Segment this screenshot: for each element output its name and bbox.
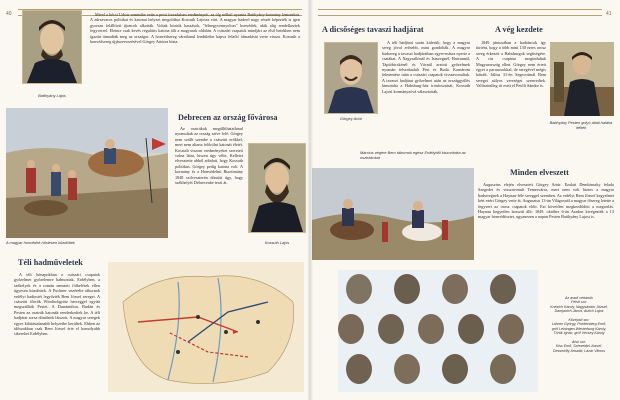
gorgey-portrait xyxy=(324,42,378,114)
gorgey-caption: Görgey Artúr xyxy=(339,116,363,121)
arrest-caption: Batthyány Pesten golyó általi halálra ítélték xyxy=(549,120,613,130)
page-number: 40 xyxy=(6,11,12,17)
march-caption: Március végére Bem tábornok egész Erdélyből kiszorította az osztrákokat xyxy=(360,150,466,160)
martyr-portrait xyxy=(394,274,420,304)
campaign-map xyxy=(108,262,304,392)
martyr-portrait xyxy=(338,314,364,344)
page-number: 41 xyxy=(606,11,612,17)
martyrs-caption: Az aradi vértanúk Felső sor: Knézich Károly, Nagysándor József, Damjanich János, Aulich Lajos Középső sor: Lahner György, Poeltenberg Ernő, gróf Leiningen-Westerburg Károly, Török Ignác, gróf Vécsey Károly Alsó sor: Kiss Ernő, Schweidel József, Dessewffy Arisztid, Lázár Vilmos xyxy=(550,296,608,353)
martyr-portrait xyxy=(418,314,444,344)
section-lost-title: Minden elveszett xyxy=(510,168,569,177)
section-spring-title: A dicsőséges tavaszi hadjárat xyxy=(322,25,424,34)
bem-march-picture xyxy=(312,168,474,260)
batthyany-arrest-picture xyxy=(550,42,614,116)
kossuth-portrait xyxy=(248,143,306,233)
kossuth-caption: Kossuth Lajos xyxy=(264,240,290,245)
book-spine-shadow xyxy=(307,0,313,400)
section-debrecen-text: Az osztrákok megállíthatatlanul nyomultak az ország szíve felé: Görgey nem szállt szembe a császári erőkkel, mert nem akarta felőrölni katonái életét. Kossuth viszont eredményeket szeretett volna látni, hiszen úgy vélte, Kelletet elvesztette abból adódott, hogy Kossuth politikus. Görgey pedig katona volt. A kormány és a Honvédelmi Bizottmány 1848 szilveszterén döntött úgy, hogy székhelyét Debrecenbe teszi át. xyxy=(175,126,243,186)
martyr-portrait xyxy=(490,354,516,384)
top-rule xyxy=(318,9,602,16)
section-spring-text: A téli hadjárat során kiderült, hogy a magyar sereg jóval erősebb, mint gondolták. A magyar hadsereg a tavaszi hadjáratban egyre-másra nyerte a csatákat. A Nagysallónál és Isaszegnél, Hatvannál, Tápióbicskénél és Vácnál aratott győzelmek nyomán felszabadult Pest és Buda. Komárom felmentése után a császári csapatok visszavonultak. A tavaszi hadjárat győzelmei után az országgyűlés kimondta a Habsburg-ház trónfosztását, Kossuth Lajost kormányzóvá választották. xyxy=(382,40,470,94)
martyr-portrait xyxy=(346,354,372,384)
intro-text: Mivel a bécsi Udvar semmibe vette a pesti forradalom eredményeit, az ülg nélkül nyomta Batthyány-kormány lemondott. A zűrzavaros politikai és katonai helyzet megoldása Kossuth Lajosra várt. A magyar haderő nagy részét képezték is igen gyorsan felállított újoncok alkották. Voltak köztük kaszások, "félnegyvennyolcas" honvédek, akik alig rendelkeztek fegyverrel. Eleinte csak kevés reguláris katona állt a magyarok oldalán. A császári csapatok mindjárt az első hetekben nem igazán támadták meg az országot. A honvédsereg váratlanul lendületbe kapva Jelačić támadását verte vissza. Kossuth a honvédsereg újjászervezésével Görgey Artúrra bízta. xyxy=(90,12,300,45)
batthyany-caption: Batthyány Lajos xyxy=(38,93,66,98)
section-lost-text: Augusztus elején elvesztett Görgey Artúr. Ezalatt Dembinszky felada Szegedet és visszavonult Temesvárra, mert nem volt biztos a magyar hadseregnek a Haynau-féle sereggel szemben. Az erdélyi Bem József kegyelmet kért ezért Görgey vette át. Augusztus 13-án Világosnál a magyar fősereg letette a fegyvert az orosz csapatok előtt. Ezt követően megkezdődött a megtorlás. Haynau kegyetlen bosszút állt: 1849. október 6-án Aradon kivégezték a 13 magyar honvédtisztet, ugyanezen a napon Pesten Batthyány Lajost is. xyxy=(478,182,614,220)
martyr-portrait xyxy=(458,314,484,344)
martyr-portrait xyxy=(442,354,468,384)
right-page xyxy=(310,0,620,400)
section-winter-title: Téli hadműveletek xyxy=(18,258,83,267)
battle-illustration xyxy=(6,108,168,238)
arad-martyrs-panel xyxy=(338,270,538,392)
battle-caption: A magyar honvédek hősiesen küzdöttek xyxy=(6,240,75,245)
martyr-portrait xyxy=(394,354,420,384)
martyr-portrait xyxy=(346,274,372,304)
martyr-portrait xyxy=(490,274,516,304)
section-debrecen-title: Debrecen az ország fővárosa xyxy=(178,113,278,122)
section-end-title: A vég kezdete xyxy=(495,25,543,34)
martyr-portrait xyxy=(442,274,468,304)
section-end-text: 1849 júniusában a hadtáncok így történt, hogy a több mint 130 ezres orosz sereg érkezett a Habsburgok segítségére. A cár csapatai megindultak Magyarország ellen. Görgey nem értett egyet a parancsokkal, de seregével mégis hátrált. Július 31-én Segesvárnál Bem seregei súlyos vereséget szenvedtek. Valószínűleg itt esett el Petőfi Sándor is. xyxy=(476,40,546,89)
section-winter-text: A téli hónapokban a császári csapatok győzelmet győzelemre halmoztak. Erdélyben, a székelyek és a román nemzeti fölkelések ellen ügyesen küzdöttek. A Puchner vezérelte tábornok erdélyi hadtestét legyőzték Bem József seregei. A császári főerők Windischgrätz herceggel együtt megszállták Pestet. A Dunántúlon, Budán és Pesten az osztrák katonák rendezkedtek be. A téli hadjárat sorsa döntőnek látszott. A magyar seregek egyre kilátástalanabb helyzetbe kerültek. Ebben az időszakban csak Bem József érte el komolyabb sikereket Erdélyben. xyxy=(14,272,100,337)
batthyany-portrait xyxy=(22,10,82,84)
martyr-portrait xyxy=(498,314,524,344)
martyr-portrait xyxy=(378,314,404,344)
